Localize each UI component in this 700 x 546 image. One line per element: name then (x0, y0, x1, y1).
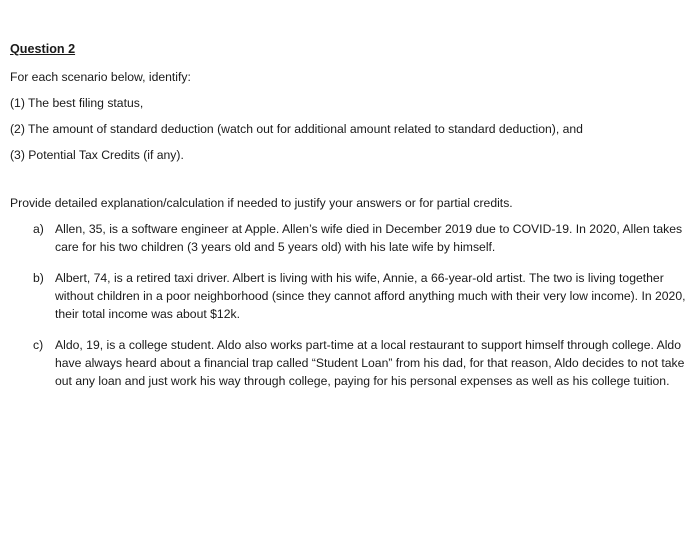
scenario-marker: c) (33, 338, 44, 352)
document-body (10, 40, 692, 403)
scenario-text: Albert, 74, is a retired taxi driver. Albert is living with his wife, Annie, a 66-year-old artist. The two is living together without children in a poor neighborhood (since they cannot afford anything much with their very low income). In 2020, their total income was about $12k. (55, 271, 686, 321)
section-spacer (10, 172, 692, 194)
scenario-marker: a) (33, 222, 44, 236)
scenario-list (10, 220, 692, 390)
intro-text: For each scenario below, identify: (10, 70, 191, 84)
scenario-c (10, 336, 692, 390)
scenario-a (10, 220, 692, 256)
scenario-text: Aldo, 19, is a college student. Aldo also works part-time at a local restaurant to support himself through college. Aldo have always heard about a financial trap called “Student Loan” from his dad, for that reason, Aldo decides to not take out any loan and just work his way through college, paying for his personal expenses as well as his college tuition. (55, 338, 685, 388)
requirement-item-1: (1) The best filing status, (10, 96, 144, 110)
scenario-b (10, 269, 692, 323)
scenario-text: Allen, 35, is a software engineer at Apple. Allen’s wife died in December 2019 due to COVID-19. In 2020, Allen takes care for his two children (3 years old and 5 years old) with his late wife by himself. (55, 222, 683, 254)
scenario-marker: b) (33, 271, 44, 285)
question-title: Question 2 (10, 42, 76, 56)
requirement-item-3: (3) Potential Tax Credits (if any). (10, 148, 184, 162)
requirement-item-2: (2) The amount of standard deduction (watch out for additional amount related to standard deduction), and (10, 122, 583, 136)
instruction-text: Provide detailed explanation/calculation if needed to justify your answers or for partial credits. (10, 196, 513, 210)
